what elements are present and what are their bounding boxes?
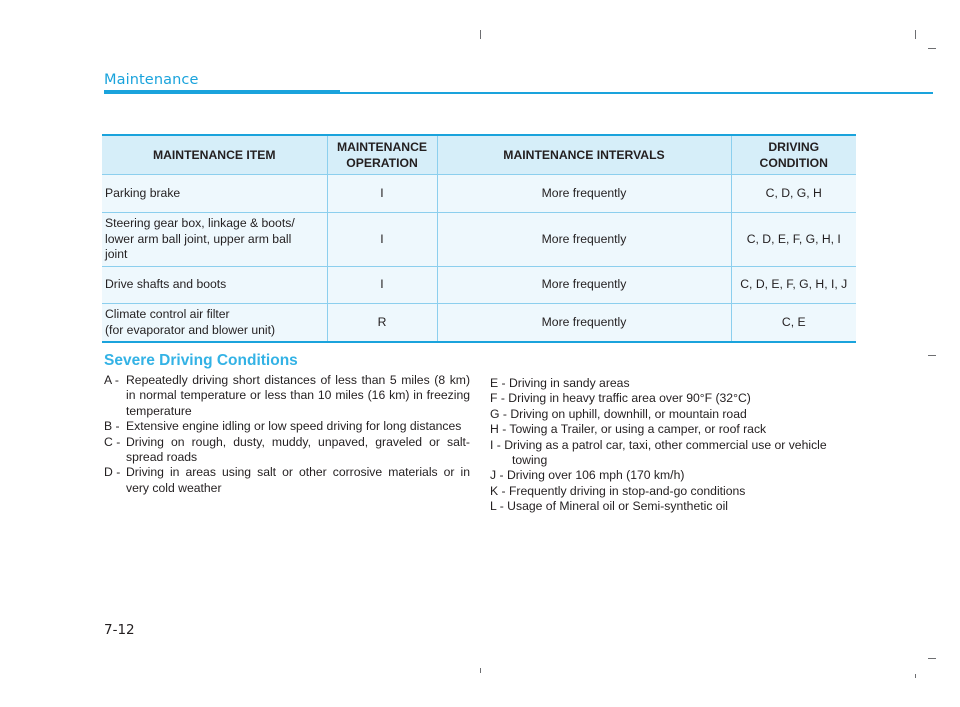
condition-code: I - (490, 437, 501, 452)
condition-text: Driving as a patrol car, taxi, other commercial use or vehicle towing (504, 437, 827, 468)
list-item (490, 499, 858, 514)
list-item (104, 435, 470, 466)
list-item (490, 376, 858, 391)
list-item (104, 465, 470, 496)
crop-mark (928, 48, 936, 49)
list-item (490, 391, 858, 406)
table-row (102, 213, 856, 267)
condition-code: G - (490, 406, 507, 421)
page-number: 7-12 (104, 622, 135, 638)
table-row (102, 175, 856, 213)
item-cell: Steering gear box, linkage & boots/ lower arm ball joint, upper arm ball joint (102, 213, 327, 267)
list-item (490, 407, 858, 422)
conditions-list-left (104, 373, 470, 496)
condition-cell: C, E (731, 304, 856, 343)
condition-code: H - (490, 422, 507, 437)
column-header-intervals: MAINTENANCE INTERVALS (437, 135, 731, 175)
interval-cell: More frequently (437, 213, 731, 267)
condition-text: Extensive engine idling or low speed driving for long distances (126, 419, 462, 434)
interval-cell: More frequently (437, 304, 731, 343)
crop-mark (915, 674, 916, 678)
condition-text: Usage of Mineral oil or Semi-synthetic oil (507, 499, 728, 514)
crop-mark (928, 355, 936, 356)
header-rule-accent (104, 90, 340, 94)
list-item (490, 422, 858, 437)
maintenance-table (102, 134, 856, 343)
list-item (104, 373, 470, 419)
condition-text: Driving on uphill, downhill, or mountain road (510, 406, 747, 421)
condition-code: E - (490, 376, 506, 390)
table-row (102, 267, 856, 304)
condition-text: Driving in sandy areas (508, 376, 630, 390)
operation-cell: I (327, 267, 437, 304)
condition-code: F - (490, 391, 505, 406)
condition-cell: C, D, G, H (731, 175, 856, 213)
list-item (490, 468, 858, 483)
table-row (102, 304, 856, 343)
condition-text: Driving over 106 mph (170 km/h) (506, 468, 685, 483)
list-item (490, 438, 858, 469)
list-item (104, 419, 470, 434)
condition-text: Towing a Trailer, or using a camper, or roof rack (509, 422, 767, 437)
condition-code: C - (104, 434, 121, 449)
condition-text: Repeatedly driving short distances of less than 5 miles (8 km) in normal temperature or less than 10 miles (16 km) in freezing temperature (126, 373, 470, 418)
condition-text: Driving in heavy traffic area over 90°F (32°C) (508, 391, 751, 406)
interval-cell: More frequently (437, 267, 731, 304)
condition-code: K - (490, 483, 506, 498)
condition-code: A - (104, 373, 119, 387)
operation-cell: I (327, 175, 437, 213)
item-cell: Climate control air filter (for evaporator and blower unit) (102, 304, 327, 343)
table-header-row (102, 135, 856, 175)
header-rule (340, 92, 933, 94)
interval-cell: More frequently (437, 175, 731, 213)
column-header-condition: DRIVING CONDITION (731, 135, 856, 175)
item-cell: Drive shafts and boots (102, 267, 327, 304)
condition-text: Driving on rough, dusty, muddy, unpaved, graveled or salt-spread roads (126, 434, 470, 465)
condition-text: Frequently driving in stop-and-go conditions (508, 483, 746, 498)
section-title: Maintenance (104, 72, 199, 88)
conditions-list-right (490, 376, 858, 515)
severe-conditions-heading: Severe Driving Conditions (104, 352, 298, 369)
condition-text: Driving in areas using salt or other corrosive materials or in very cold weather (126, 465, 470, 495)
crop-mark (480, 30, 481, 39)
crop-mark (928, 658, 936, 659)
operation-cell: R (327, 304, 437, 343)
crop-mark (915, 30, 916, 39)
condition-code: L - (490, 499, 504, 514)
operation-cell: I (327, 213, 437, 267)
crop-mark (480, 668, 481, 673)
condition-code: B - (104, 419, 120, 434)
list-item (490, 484, 858, 499)
item-cell: Parking brake (102, 175, 327, 213)
condition-cell: C, D, E, F, G, H, I, J (731, 267, 856, 304)
column-header-operation: MAINTENANCE OPERATION (327, 135, 437, 175)
condition-code: D - (104, 465, 121, 480)
column-header-item: MAINTENANCE ITEM (102, 135, 327, 175)
condition-code: J - (490, 468, 504, 483)
condition-cell: C, D, E, F, G, H, I (731, 213, 856, 267)
